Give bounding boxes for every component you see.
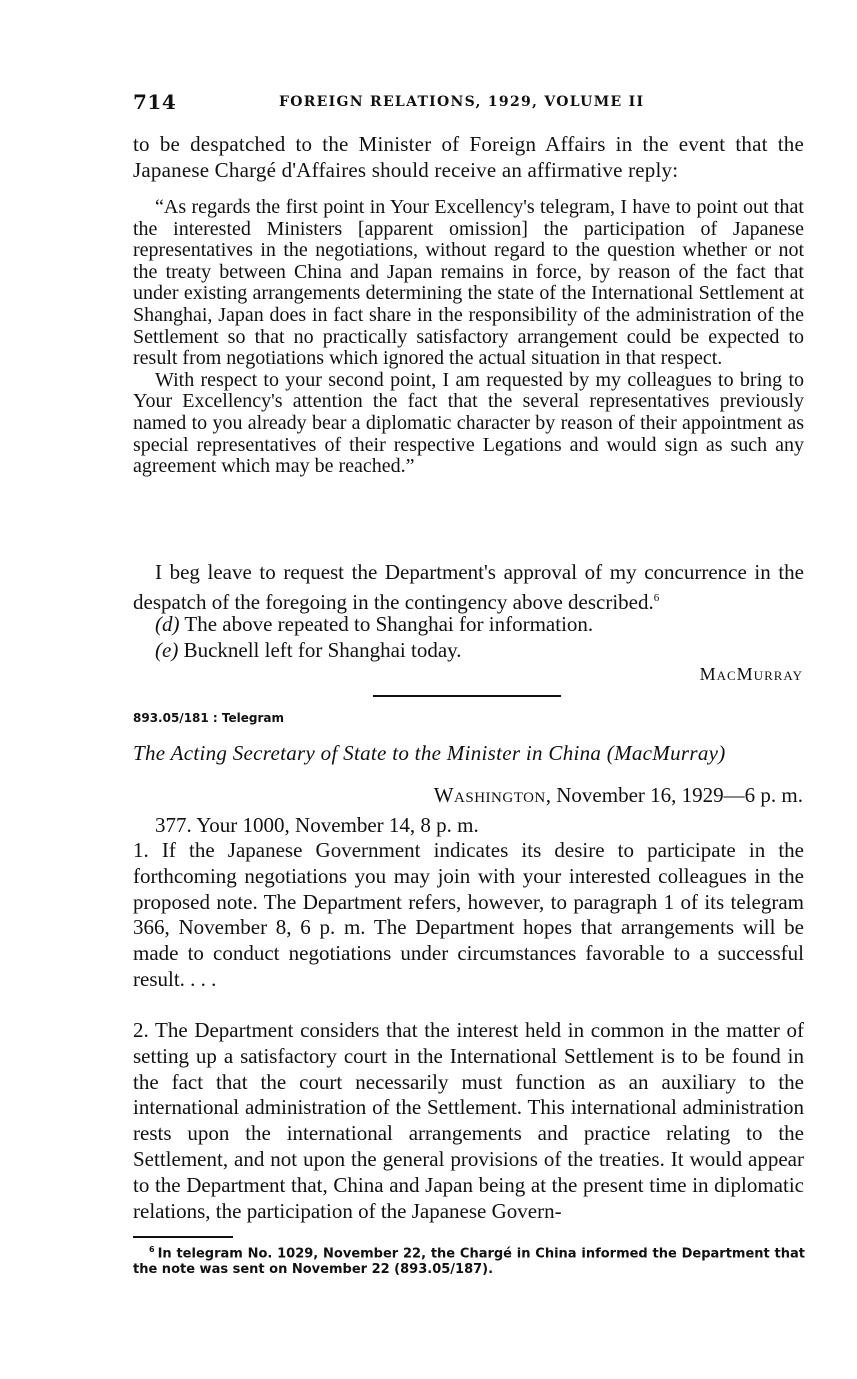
quote-paragraph-2: With respect to your second point, I am requested by my colleagues to bring to Your Excellency's attention the fact that the several representatives previously named to you already bear a diplomatic character by reason of their appointment as special representatives of their respective Legations and would sign as such any agreement which may be reached.”: [133, 368, 804, 478]
item-d-label: (d): [155, 612, 180, 636]
dateline: [434, 783, 803, 808]
footnote-reference: 6: [653, 591, 660, 604]
item-e: [155, 638, 462, 663]
item-e-label: (e): [155, 638, 179, 662]
telegram-opening: 377. Your 1000, November 14, 8 p. m.: [155, 813, 479, 837]
footnote-marker: 6: [149, 1245, 155, 1254]
dateline-date: , November 16, 1929—6 p. m.: [545, 783, 803, 807]
footnote: [133, 1242, 805, 1277]
document-title: The Acting Secretary of State to the Minister in China (MacMurray): [133, 741, 726, 765]
telegram-paragraph-1: 1. If the Japanese Government indicates its desire to participate in the forthcoming negotiations you may join with your interested colleagues in the proposed note. The Department refers, however, to paragraph 1 of its telegram 366, November 8, 6 p. m. The Department hopes that arrangements will be made to conduct negotiations under circumstances favorable to a successful result. . . .: [133, 838, 804, 991]
item-e-text: Bucknell left for Shanghai today.: [183, 638, 462, 662]
page-number: 714: [133, 90, 177, 114]
dateline-place: Washington: [433, 783, 546, 807]
continuation-paragraph: to be despatched to the Minister of Foreign Affairs in the event that the Japanese Chargé d'Affaires should receive an affirmative reply:: [133, 132, 804, 182]
quote-paragraph-1: “As regards the first point in Your Excellency's telegram, I have to point out that the interested Ministers [apparent omission] the participation of Japanese representatives in the negotiations, without regard to the question whether or not the treaty between China and Japan remains in force, by reason of the fact that under existing arrangements determining the state of the International Settlement at Shanghai, Japan does in fact share in the responsibility of the administration of the Settlement so that no practically satisfactory arrangement could be expected to result from negotiations which ignored the actual situation in that respect.: [133, 196, 804, 370]
quoted-note: [133, 197, 804, 478]
footnote-divider: [133, 1236, 233, 1238]
running-title: FOREIGN RELATIONS, 1929, VOLUME II: [279, 94, 645, 110]
item-d-text: The above repeated to Shanghai for information.: [184, 612, 594, 636]
footnote-text: In telegram No. 1029, November 22, the Chargé in China informed the Department that the note was sent on November 22 (893.05/187).: [133, 1246, 805, 1277]
request-paragraph: [133, 560, 804, 615]
telegram-paragraph-2: 2. The Department considers that the interest held in common in the matter of setting up a satisfactory court in the International Settlement is to be found in the fact that the court necessarily must function as an auxiliary to the international administration of the Settlement. This international administration rests upon the international arrangements and practice relating to the Settlement, and not upon the general provisions of the treaties. It would appear to the Department that, China and Japan being at the present time in diplomatic relations, the participation of the Japanese Govern-: [133, 1018, 804, 1223]
request-text: I beg leave to request the Department's approval of my concurrence in the despatch of the foregoing in the contingency above described.: [133, 560, 804, 614]
running-head: [133, 90, 813, 118]
section-divider: [373, 695, 561, 697]
item-d: [155, 612, 593, 637]
signature: MacMurray: [699, 664, 803, 684]
file-reference: 893.05/181 : Telegram: [133, 711, 284, 725]
